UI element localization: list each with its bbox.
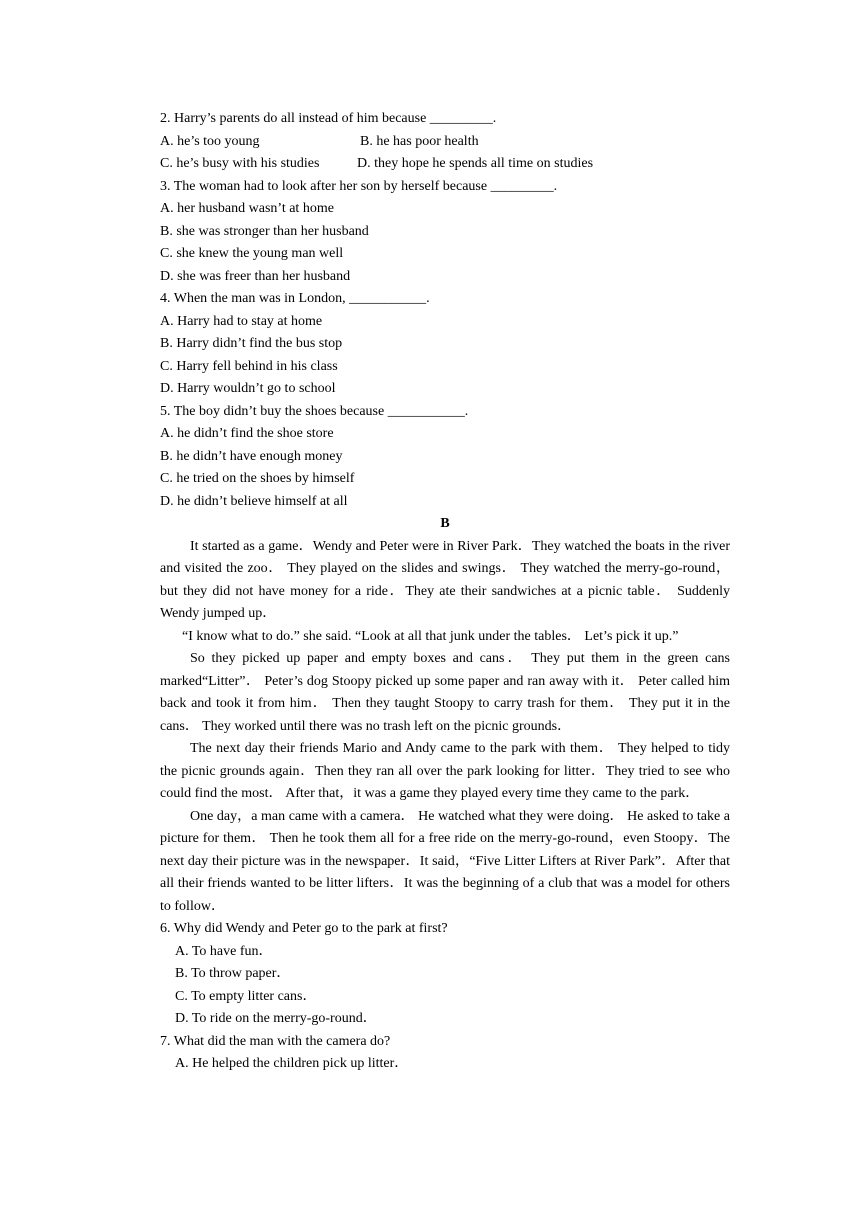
section-b-title: B xyxy=(440,516,450,531)
passage-paragraph-4: The next day their friends Mario and Andy came to the park with them． They helped to tidy the picnic grounds again．Then they ran all over the park looking for litter．They tried to see who could find the most． After that，it was a game they played every time they came to the park． xyxy=(160,741,730,801)
question-3-option-b: B. she was stronger than her husband xyxy=(160,223,369,239)
question-4-option-c: C. Harry fell behind in his class xyxy=(160,358,338,374)
question-6-option-b: B. To throw paper． xyxy=(175,966,291,981)
document-page xyxy=(160,108,730,1076)
question-2-option-c: C. he’s busy with his studies xyxy=(160,156,320,171)
passage-paragraph-3: So they picked up paper and empty boxes and cans． They put them in the green cans marked“Litter”． Peter’s dog Stoopy picked up some paper and ran away with it． Peter called him back and took it from him． Then they taught Stoopy to carry trash for them． They put it in the cans． They worked until there was no trash left on the picnic grounds． xyxy=(160,651,730,734)
question-5-option-b: B. he didn’t have enough money xyxy=(160,448,343,464)
question-4-option-d: D. Harry wouldn’t go to school xyxy=(160,381,336,396)
question-5-stem: 5. The boy didn’t buy the shoes because ___________. xyxy=(160,403,469,419)
question-2-option-a: A. he’s too young xyxy=(160,133,260,149)
passage-paragraph-2: “I know what to do.” she said. “Look at all that junk under the tables． Let’s pick it up.” xyxy=(182,628,679,644)
question-6-option-a: A. To have fun． xyxy=(175,943,273,959)
question-7-option-a: A. He helped the children pick up litter． xyxy=(175,1056,409,1071)
question-4-option-a: A. Harry had to stay at home xyxy=(160,313,323,329)
question-3-stem: 3. The woman had to look after her son by herself because _________. xyxy=(160,178,558,194)
question-3-option-c: C. she knew the young man well xyxy=(160,246,344,261)
question-2-option-b: B. he has poor health xyxy=(360,133,479,149)
question-3-option-a: A. her husband wasn’t at home xyxy=(160,201,334,216)
question-7-stem: 7. What did the man with the camera do? xyxy=(160,1033,391,1049)
question-2-options-cd xyxy=(160,153,730,176)
question-2-options-ab xyxy=(160,131,730,154)
question-3-option-d: D. she was freer than her husband xyxy=(160,268,351,284)
question-6-stem: 6. Why did Wendy and Peter go to the park at first? xyxy=(160,921,448,936)
question-6-option-d: D. To ride on the merry-go-round． xyxy=(175,1011,377,1026)
passage-paragraph-1: It started as a game．Wendy and Peter were in River Park．They watched the boats in the river and visited the zoo． They played on the slides and swings． They watched the merry-go-round，but they did not have money for a ride．They ate their sandwiches at a picnic table． Suddenly Wendy jumped up． xyxy=(160,538,730,621)
question-2-stem: 2. Harry’s parents do all instead of him because _________. xyxy=(160,111,497,126)
question-4-option-b: B. Harry didn’t find the bus stop xyxy=(160,336,343,351)
passage-paragraph-5: One day，a man came with a camera． He watched what they were doing． He asked to take a picture for them． Then he took them all for a free ride on the merry-go-round，even Stoopy．The next day their picture was in the newspaper．It said，“Five Litter Lifters at River Park”．After that all their friends wanted to be litter lifters．It was the beginning of a club that was a model for others to follow． xyxy=(160,808,730,914)
question-5-option-c: C. he tried on the shoes by himself xyxy=(160,471,355,486)
question-6-option-c: C. To empty litter cans． xyxy=(175,988,317,1004)
question-5-option-d: D. he didn’t believe himself at all xyxy=(160,493,348,509)
question-5-option-a: A. he didn’t find the shoe store xyxy=(160,426,334,441)
question-4-stem: 4. When the man was in London, ___________. xyxy=(160,291,430,306)
question-2-option-d: D. they hope he spends all time on studies xyxy=(357,156,594,171)
